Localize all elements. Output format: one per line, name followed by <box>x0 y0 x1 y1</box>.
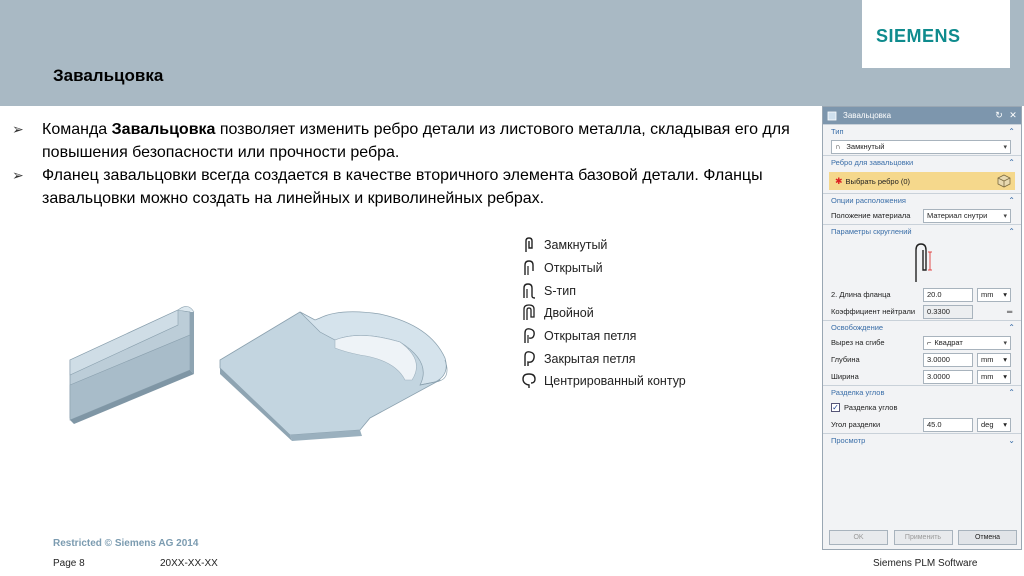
type-label: Двойной <box>544 306 594 321</box>
material-position-label: Положение материала <box>831 211 911 220</box>
section-type-header[interactable] <box>823 124 1021 138</box>
chevron-up-icon: ⌃ <box>1008 227 1015 236</box>
siemens-logo <box>862 0 1010 68</box>
chevron-down-icon: ⌄ <box>1008 436 1015 445</box>
bend-cut-select[interactable] <box>923 336 1011 350</box>
corner-checkbox-label: Разделка углов <box>844 403 898 412</box>
bullet-item <box>12 164 802 210</box>
width-unit-text: mm <box>981 372 994 381</box>
chevron-up-icon: ⌃ <box>1008 196 1015 205</box>
neutral-factor-row <box>823 303 1021 320</box>
list-item <box>520 257 686 280</box>
bend-cut-value: Квадрат <box>934 338 963 347</box>
bullet-prefix: Команда <box>42 121 112 138</box>
bullet-list <box>12 118 802 210</box>
section-relief-title: Освобождение <box>831 323 884 332</box>
section-location-title: Опции расположения <box>831 196 906 205</box>
bend-cut-label: Вырез на сгибе <box>831 338 885 347</box>
restricted-notice: Restricted © Siemens AG 2014 <box>53 538 199 549</box>
type-label: Центрированный контур <box>544 374 686 389</box>
chevron-up-icon: ⌃ <box>1008 323 1015 332</box>
slide-date: 20XX-XX-XX <box>160 558 218 569</box>
width-label: Ширина <box>831 372 859 381</box>
reset-icon[interactable]: ↻ <box>995 110 1003 120</box>
chevron-down-icon: ▾ <box>1003 339 1007 347</box>
depth-unit-text: mm <box>981 355 994 364</box>
bullet-bold: Завальцовка <box>111 121 216 138</box>
chevron-down-icon: ▾ <box>1003 372 1007 381</box>
closed-loop-hem-icon <box>520 350 538 368</box>
chevron-up-icon: ⌃ <box>1008 127 1015 136</box>
flange-length-unit[interactable] <box>977 288 1011 302</box>
double-hem-icon <box>520 304 538 322</box>
angle-unit-text: deg <box>981 420 994 429</box>
select-edge-bar[interactable] <box>829 172 1015 190</box>
chevron-down-icon: ▾ <box>1003 355 1007 364</box>
corner-angle-row <box>823 416 1021 433</box>
menu-icon[interactable]: ═ <box>1007 307 1013 316</box>
closed-hem-icon <box>520 236 538 254</box>
cube-select-icon[interactable] <box>997 174 1011 188</box>
required-star-icon: ✱ <box>835 175 843 186</box>
width-unit[interactable] <box>977 370 1011 384</box>
section-bend-title: Параметры скруглений <box>831 227 912 236</box>
hem-type-list <box>520 234 686 393</box>
hem-profile-icon <box>902 240 942 284</box>
type-label: Открытая петля <box>544 329 637 344</box>
chevron-up-icon: ⌃ <box>1008 388 1015 397</box>
centered-loop-hem-icon <box>520 372 538 390</box>
material-position-row <box>823 207 1021 224</box>
slide-title: Завальцовка <box>53 66 164 85</box>
depth-row <box>823 351 1021 368</box>
section-edge-title: Ребро для завальцовки <box>831 158 914 167</box>
chevron-down-icon: ▾ <box>1003 212 1007 220</box>
section-bend-header[interactable] <box>823 224 1021 238</box>
section-corner-title: Разделка углов <box>831 388 885 397</box>
corner-checkbox-row <box>823 399 1021 416</box>
bullet-item <box>12 118 802 164</box>
siemens-logo-text: SIEMENS <box>876 26 961 46</box>
list-item <box>520 370 686 393</box>
list-item <box>520 279 686 302</box>
apply-button[interactable]: Применить <box>894 530 953 545</box>
neutral-factor-input[interactable]: 0.3300 <box>923 305 973 319</box>
section-type-title: Тип <box>831 127 844 136</box>
neutral-factor-label: Коэффициент нейтрали <box>831 307 916 316</box>
list-item <box>520 302 686 325</box>
material-position-value: Материал снутри <box>927 211 988 220</box>
flange-length-row <box>823 286 1021 303</box>
square-relief-icon: ⌐ <box>927 338 932 347</box>
type-select[interactable] <box>831 140 1011 154</box>
chevron-up-icon: ⌃ <box>1008 158 1015 167</box>
list-item <box>520 347 686 370</box>
material-position-select[interactable] <box>923 209 1011 223</box>
corner-angle-input[interactable]: 45.0 <box>923 418 973 432</box>
type-label: Замкнутый <box>544 238 608 253</box>
chevron-down-icon: ▾ <box>1003 290 1007 299</box>
bend-cut-row <box>823 334 1021 351</box>
width-row <box>823 368 1021 385</box>
ok-button[interactable]: OK <box>829 530 888 545</box>
list-item <box>520 325 686 348</box>
arrow-bullet-icon: ➢ <box>12 167 24 183</box>
open-loop-hem-icon <box>520 327 538 345</box>
depth-label: Глубина <box>831 355 860 364</box>
open-hem-icon <box>520 259 538 277</box>
close-icon[interactable]: ✕ <box>1009 110 1017 120</box>
chevron-down-icon: ▾ <box>1003 143 1007 151</box>
company-name: Siemens PLM Software <box>873 558 978 569</box>
section-corner-header[interactable] <box>823 385 1021 399</box>
bullet-text: Фланец завальцовки всегда создается в качестве вторичного элемента базовой детали. Фланцы завальцовки можно создать на линейных и криволинейных ребрах. <box>42 167 763 207</box>
s-type-hem-icon <box>520 282 538 300</box>
dialog-buttons <box>823 530 1022 545</box>
corner-checkbox[interactable]: ✓ <box>832 403 839 412</box>
width-input[interactable]: 3.0000 <box>923 370 973 384</box>
section-edge-header[interactable] <box>823 155 1021 169</box>
flange-length-input[interactable]: 20.0 <box>923 288 973 302</box>
depth-input[interactable]: 3.0000 <box>923 353 973 367</box>
closed-hem-icon: ∩ <box>835 142 841 151</box>
section-location-header[interactable] <box>823 193 1021 207</box>
hem-feature-icon <box>827 111 837 121</box>
type-label: Открытый <box>544 261 603 276</box>
section-relief-header[interactable] <box>823 320 1021 334</box>
hem-flange-illustration <box>60 290 460 450</box>
section-preview-title: Просмотр <box>831 436 866 445</box>
section-preview-header[interactable] <box>823 433 1021 447</box>
corner-angle-unit[interactable] <box>977 418 1011 432</box>
linear-hem-part <box>70 306 194 424</box>
chevron-down-icon: ▾ <box>1003 420 1007 429</box>
arrow-bullet-icon: ➢ <box>12 121 24 137</box>
flange-length-label: 2. Длина фланца <box>831 290 891 299</box>
curved-hem-part <box>220 312 447 441</box>
type-label: S-тип <box>544 283 576 298</box>
page-number: Page 8 <box>53 558 85 569</box>
bend-preview <box>823 238 1021 286</box>
corner-angle-label: Угол разделки <box>831 420 881 429</box>
hem-flange-dialog <box>822 106 1022 550</box>
list-item <box>520 234 686 257</box>
type-label: Закрытая петля <box>544 351 636 366</box>
type-select-value: Замкнутый <box>846 142 885 151</box>
bullet-text: позволяет изменить ребро детали из листового металла, складывая его для повышения безопасности или прочности ребра. <box>42 121 790 161</box>
select-edge-label: Выбрать ребро (0) <box>845 176 910 186</box>
dialog-title: Завальцовка <box>843 111 892 120</box>
dialog-title-bar <box>823 107 1021 124</box>
cancel-button[interactable]: Отмена <box>958 530 1017 545</box>
depth-unit[interactable] <box>977 353 1011 367</box>
flange-unit-text: mm <box>981 290 994 299</box>
slide-header <box>0 0 1024 106</box>
type-row <box>823 138 1021 155</box>
